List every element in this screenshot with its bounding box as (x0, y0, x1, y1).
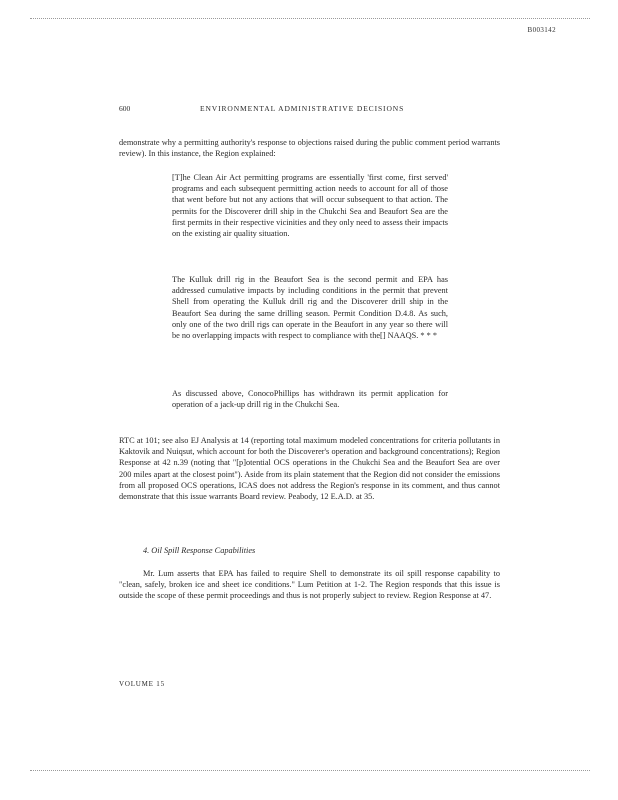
intro-paragraph (119, 137, 500, 159)
quote-3-text: As discussed above, ConocoPhillips has withdrawn its permit application for operation of a jack-up drill rig in the Chukchi Sea. (172, 389, 448, 410)
running-head: ENVIRONMENTAL ADMINISTRATIVE DECISIONS (200, 104, 405, 113)
volume-footer: VOLUME 15 (119, 680, 165, 688)
oil-spill-text: Mr. Lum asserts that EPA has failed to require Shell to demonstrate its oil spill response capability to "clean, safely, broken ice and sheet ice conditions." Lum Petition at 1-2. The Region responds that this issue is outside the scope of these permit proceedings and thus is not properly subject to review. Region Response at 47. (119, 569, 500, 601)
citation-paragraph (119, 435, 500, 502)
oil-spill-paragraph (119, 568, 500, 602)
quote-1-text: [T]he Clean Air Act permitting programs are essentially 'first come, first served' programs and each subsequent permitting action needs to account for all of those that went before but not any actions that will occur subsequent to that action. The permits for the Discoverer drill ship in the Chukchi Sea and Beaufort Sea are the first permits in their respective vicinities and they only need to assess their impacts on the existing air quality situation. (172, 173, 448, 239)
block-quote-paragraph-2 (172, 274, 448, 341)
block-quote-paragraph-3 (172, 388, 448, 410)
section-heading: 4. Oil Spill Response Capabilities (143, 546, 256, 555)
quote-2-text: The Kulluk drill rig in the Beaufort Sea is the second permit and EPA has addressed cumulative impacts by including conditions in the permit that prevent Shell from operating the Kulluk drill rig and the Discoverer drill ship in the Beaufort Sea during the same drilling season. Permit Condition D.4.8. As such, only one of the two drill rigs can operate in the Beaufort in any year so there will be no overlapping impacts with respect to compliance with the[] NAAQS. * * * (172, 275, 448, 341)
scan-dotted-edge-bottom (30, 770, 590, 771)
block-quote-paragraph-1 (172, 172, 448, 239)
page-number: 600 (119, 104, 131, 113)
citation-text: RTC at 101; see also EJ Analysis at 14 (reporting total maximum modeled concentrations for criteria pollutants in Kaktovik and Nuiqsut, which account for both the Discoverer's operation and background concentrations); Region Response at 42 n.39 (noting that "[p]otential OCS operations in the Chukchi Sea and the Beaufort Sea are over 200 miles apart at the closest point"). Aside from its plain statement that the Region did not consider the emissions from all proposed OCS operations, ICAS does not address the Region's response in its comment, and thus cannot demonstrate that this issue warrants Board review. Peabody, 12 E.A.D. at 35. (119, 436, 500, 502)
scan-dotted-edge-top (30, 18, 590, 19)
intro-text: demonstrate why a permitting authority's response to objections raised during the public comment period warrants review). In this instance, the Region explained: (119, 138, 500, 159)
bates-number: B003142 (527, 26, 556, 34)
